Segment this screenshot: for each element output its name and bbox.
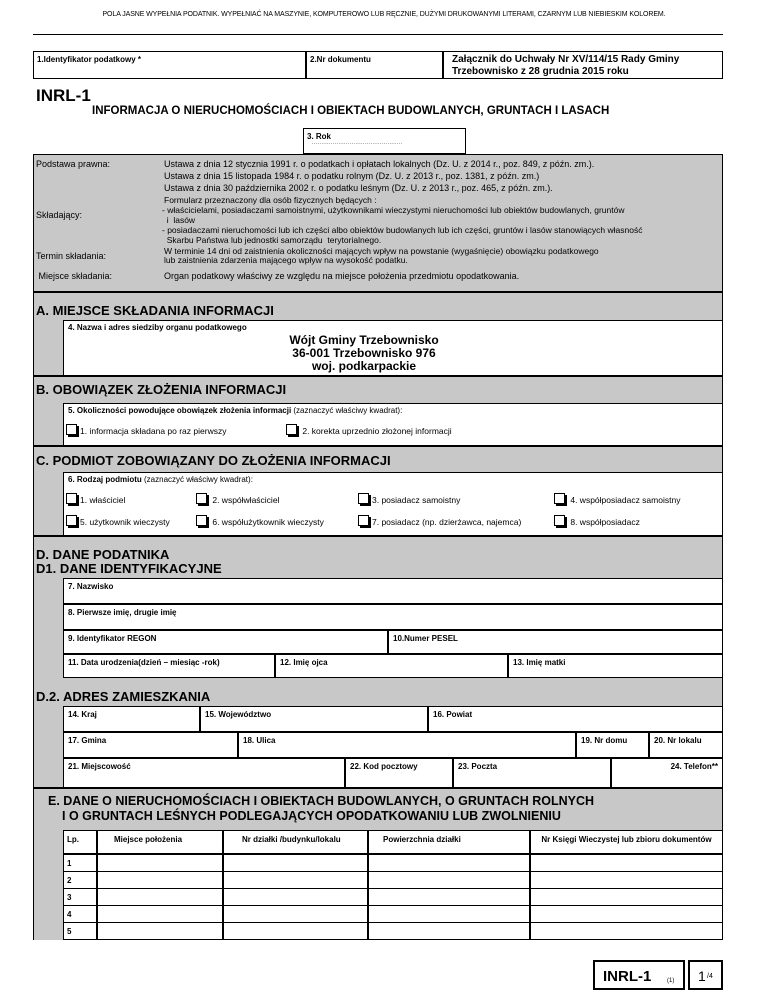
pesel-field[interactable]: 10.Numer PESEL — [388, 630, 723, 654]
legal-basis-2: Ustawa z dnia 15 listopada 1984 r. o podatku rolnym (Dz. U. z 2013 r., poz. 1381, z późn. zm.) — [164, 171, 540, 181]
tax-office-region: woj. podkarpackie — [311, 359, 417, 373]
deadline-label: Termin składania: — [36, 251, 107, 261]
row-number-cell — [63, 905, 97, 923]
table-cell[interactable] — [530, 922, 723, 940]
legal-basis-1: Ustawa z dnia 12 stycznia 1991 r. o podatkach i opłatach lokalnych (Dz. U. z 2014 r., poz. 849, z późn. zm.). — [164, 159, 595, 169]
section-e-title-2: I O GRUNTACH LEŚNYCH PODLEGAJĄCYCH OPODATKOWANIU LUB ZWOLNIENIU — [62, 809, 561, 823]
surname-field[interactable]: 7. Nazwisko — [63, 578, 723, 604]
year-label: 3. Rok — [307, 132, 332, 141]
filer-2: - właścicielami, posiadaczami samoistnymi, użytkownikami wieczystymi nieruchomości lub obiektów budowlanych, gruntów — [162, 205, 625, 215]
checkbox-icon[interactable] — [66, 493, 77, 504]
form-code: INRL-1 — [36, 86, 91, 105]
birth-date-field[interactable]: 11. Data urodzenia(dzień – miesiąc -rok) — [63, 654, 275, 678]
top-note: POLA JASNE WYPEŁNIA PODATNIK. WYPEŁNIAĆ NA MASZYNIE, KOMPUTEROWO LUB RĘCZNIE, DUŻYMI DRUKOWANYMI LITERAMI, CZARNYM LUB NIEBIESKIM KOLOREM. — [102, 11, 666, 18]
checkbox-icon[interactable] — [196, 515, 207, 526]
col-header-land-register: Nr Księgi Wieczystej lub zbioru dokumentów — [530, 830, 723, 854]
col-header-plot-number: Nr działki /budynku/lokalu — [223, 830, 368, 854]
checkbox-icon[interactable] — [554, 493, 565, 504]
table-cell[interactable] — [223, 922, 368, 940]
checkbox-icon[interactable] — [554, 515, 565, 526]
checkbox-icon[interactable] — [286, 424, 297, 435]
apartment-number-field[interactable]: 20. Nr lokalu — [649, 732, 723, 758]
regon-field[interactable]: 9. Identyfikator REGON — [63, 630, 388, 654]
county-field[interactable]: 16. Powiat — [428, 706, 723, 732]
table-cell[interactable] — [368, 888, 530, 906]
attachment-line-1: Załącznik do Uchwały Nr XV/114/15 Rady Gminy — [452, 54, 680, 65]
father-name-field[interactable]: 12. Imię ojca — [275, 654, 508, 678]
mother-name-field[interactable]: 13. Imię matki — [508, 654, 723, 678]
footer-page-total: /4 — [707, 973, 713, 980]
row-number: 3 — [67, 893, 72, 902]
attachment-note — [443, 51, 723, 79]
phone-field[interactable]: 24. Telefon** — [611, 758, 723, 788]
table-cell[interactable] — [97, 888, 223, 906]
filer-3: i lasów — [162, 215, 196, 225]
tax-office-street: 36-001 Trzebownisko 976 — [292, 346, 436, 360]
table-cell[interactable] — [97, 871, 223, 889]
row-number: 5 — [67, 927, 72, 936]
post-office-field[interactable]: 23. Poczta — [453, 758, 611, 788]
section-d2-title: D.2. ADRES ZAMIESZKANIA — [36, 689, 211, 704]
footer-form-code-sub: (1) — [667, 978, 675, 984]
voivodeship-field[interactable]: 15. Województwo — [200, 706, 428, 732]
section-e-title-1: E. DANE O NIERUCHOMOŚCIACH I OBIEKTACH BUDOWLANYCH, O GRUNTACH ROLNYCH — [48, 794, 595, 808]
document-number-field[interactable] — [306, 51, 443, 79]
tax-office-label: 4. Nazwa i adres siedziby organu podatkowego — [68, 323, 247, 332]
locality-field[interactable]: 21. Miejscowość — [63, 758, 345, 788]
option-independent-holder[interactable]: 3. posiadacz samoistny — [358, 493, 460, 505]
filing-reason-field — [63, 403, 723, 446]
filer-4: - posiadaczami nieruchomości lub ich części albo obiektów budowlanych lub ich części, gruntów i lasów stanowiących własność — [162, 225, 643, 235]
deadline-1: W terminie 14 dni od zaistnienia okoliczności mających wpływ na powstanie (wygaśnięcie) obowiązku podatkowego — [164, 246, 599, 256]
checkbox-icon[interactable] — [196, 493, 207, 504]
col-header-lp: Lp. — [63, 830, 97, 854]
table-cell[interactable] — [368, 871, 530, 889]
section-b-title: B. OBOWIĄZEK ZŁOŻENIA INFORMACJI — [36, 382, 287, 397]
country-field[interactable]: 14. Kraj — [63, 706, 200, 732]
section-d-title: D. DANE PODATNIKA — [36, 547, 170, 562]
table-cell[interactable] — [97, 854, 223, 872]
option-perpetual-co-user[interactable]: 6. współużytkownik wieczysty — [196, 515, 324, 527]
legal-basis-label: Podstawa prawna: — [36, 159, 111, 169]
house-number-field[interactable]: 19. Nr domu — [576, 732, 649, 758]
option-co-holder[interactable]: 8. współposiadacz — [554, 515, 640, 527]
tax-office-name: Wójt Gminy Trzebownisko — [289, 333, 439, 347]
entity-type-field — [63, 472, 723, 536]
checkbox-icon[interactable] — [358, 493, 369, 504]
table-cell[interactable] — [223, 871, 368, 889]
option-independent-co-holder[interactable]: 4. współposiadacz samoistny — [554, 493, 680, 505]
footer-form-code: INRL-1 — [603, 968, 652, 985]
checkbox-icon[interactable] — [66, 424, 77, 435]
row-number-cell — [63, 922, 97, 940]
filer-1: Formularz przeznaczony dla osób fizycznych będących : — [164, 195, 377, 205]
option-perpetual-user[interactable]: 5. użytkownik wieczysty — [66, 515, 170, 527]
legal-info-panel — [33, 154, 723, 292]
table-cell[interactable] — [368, 922, 530, 940]
filing-reason-label: 5. Okoliczności powodujące obowiązek złożenia informacji (zaznaczyć właściwy kwadrat): — [68, 406, 403, 415]
filer-5: Skarbu Państwa lub jednostki samorządu terytorialnego. — [162, 235, 382, 245]
table-cell[interactable] — [530, 905, 723, 923]
table-cell[interactable] — [368, 905, 530, 923]
filer-label: Składający: — [36, 210, 83, 220]
checkbox-icon[interactable] — [66, 515, 77, 526]
row-number-cell — [63, 854, 97, 872]
footer-page-number: 1 — [698, 968, 706, 984]
table-cell[interactable] — [530, 888, 723, 906]
table-cell[interactable] — [530, 854, 723, 872]
table-cell[interactable] — [97, 922, 223, 940]
table-cell[interactable] — [530, 871, 723, 889]
section-a-title: A. MIEJSCE SKŁADANIA INFORMACJI — [36, 303, 274, 318]
tax-id-label: 1.Identyfikator podatkowy * — [37, 55, 142, 64]
attachment-line-2: Trzebownisko z 28 grudnia 2015 roku — [452, 66, 629, 77]
row-number-cell — [63, 871, 97, 889]
document-number-label: 2.Nr dokumentu — [310, 55, 371, 64]
option-correction[interactable]: 2. korekta uprzednio złożonej informacji — [286, 424, 452, 436]
row-number: 4 — [67, 910, 72, 919]
row-number: 2 — [67, 876, 72, 885]
tax-id-field[interactable] — [33, 51, 306, 79]
year-field[interactable] — [303, 128, 466, 154]
municipality-field[interactable]: 17. Gmina — [63, 732, 238, 758]
footer-form-code-box — [593, 960, 685, 990]
section-c-title: C. PODMIOT ZOBOWIĄZANY DO ZŁOŻENIA INFORMACJI — [36, 453, 391, 468]
form-title: INFORMACJA O NIERUCHOMOŚCIACH I OBIEKTACH BUDOWLANYCH, GRUNTACH I LASACH — [92, 105, 610, 117]
entity-type-label: 6. Rodzaj podmiotu (zaznaczyć właściwy kwadrat): — [68, 475, 253, 484]
place-label: Miejsce składania: — [36, 271, 113, 281]
col-header-location: Miejsce położenia — [97, 830, 223, 854]
tax-office-field — [63, 320, 723, 376]
legal-basis-3: Ustawa z dnia 30 października 2002 r. o podatku leśnym (Dz. U. z 2013 r., poz. 465, z późn. zm.). — [164, 183, 553, 193]
option-owner[interactable]: 1. właściciel — [66, 493, 125, 505]
checkbox-icon[interactable] — [358, 515, 369, 526]
year-dots: ................................................ — [312, 140, 403, 146]
option-holder[interactable]: 7. posiadacz (np. dzierżawca, najemca) — [358, 515, 521, 527]
table-cell[interactable] — [97, 905, 223, 923]
row-number: 1 — [67, 859, 72, 868]
postal-code-field[interactable]: 22. Kod pocztowy — [345, 758, 453, 788]
table-cell[interactable] — [223, 888, 368, 906]
option-first-filing[interactable]: 1. informacja składana po raz pierwszy — [66, 424, 226, 436]
row-number-cell — [63, 888, 97, 906]
table-cell[interactable] — [368, 854, 530, 872]
section-d1-title: D1. DANE IDENTYFIKACYJNE — [36, 561, 222, 576]
col-header-area: Powierzchnia działki — [368, 830, 530, 854]
place-text: Organ podatkowy właściwy ze względu na miejsce położenia przedmiotu opodatkowania. — [164, 271, 520, 281]
footer-page-box — [688, 960, 723, 990]
first-names-field[interactable]: 8. Pierwsze imię, drugie imię — [63, 604, 723, 630]
street-field[interactable]: 18. Ulica — [238, 732, 576, 758]
option-co-owner[interactable]: 2. współwłaściciel — [196, 493, 279, 505]
table-cell[interactable] — [223, 905, 368, 923]
deadline-2: lub zaistnienia zdarzenia mającego wpływ na wysokość podatku. — [164, 255, 408, 265]
table-cell[interactable] — [223, 854, 368, 872]
